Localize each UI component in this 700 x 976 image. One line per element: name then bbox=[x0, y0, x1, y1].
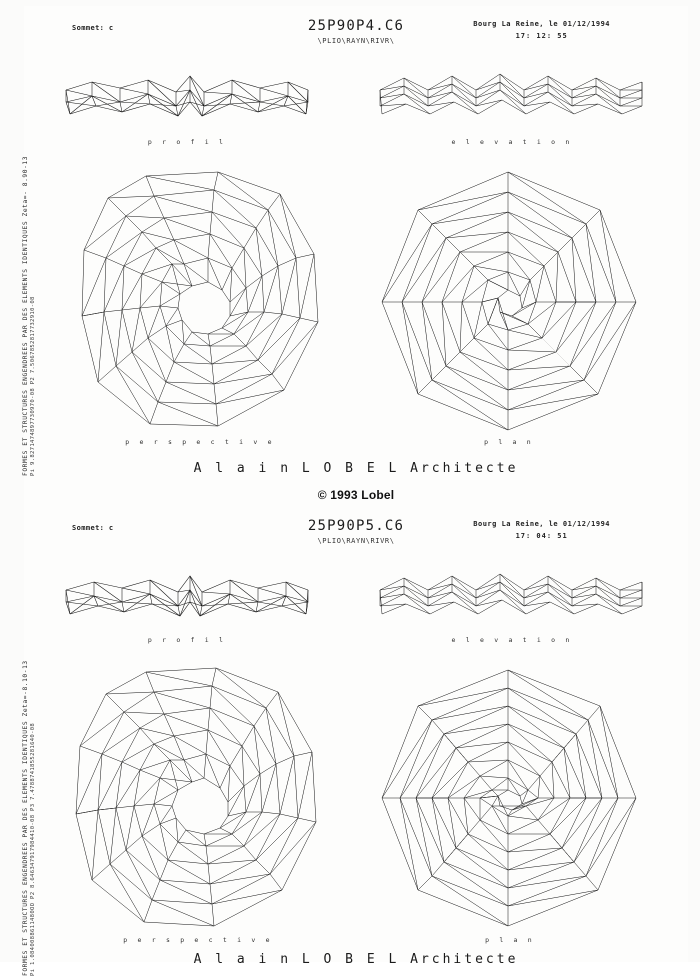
sheet-1-view-perspective bbox=[68, 166, 332, 456]
sheet-2-view-elevation bbox=[376, 554, 648, 644]
sheet-2-side-caption bbox=[22, 506, 36, 976]
sheet-1-view-profile bbox=[62, 62, 312, 146]
drawing-sheet-1 bbox=[24, 6, 688, 506]
sheet-2-view-profile bbox=[62, 560, 312, 644]
profile-net-drawing-2 bbox=[62, 560, 312, 632]
sheet-1-side-caption-line1: FORMES ET STRUCTURES ENGENDREES PAR DES ELEMENTS IDENTIQUES Zeta=- 8.90-13 bbox=[22, 155, 29, 476]
sheet-2-elevation-label: e l e v a t i o n bbox=[451, 636, 573, 644]
sheet-1-dateblock bbox=[473, 20, 610, 40]
sheet-1-place-date: Bourg La Reine, le 01/12/1994 bbox=[473, 20, 610, 28]
sheet-1-time: 17: 12: 55 bbox=[515, 32, 568, 40]
sheet-2-place-date: Bourg La Reine, le 01/12/1994 bbox=[473, 520, 610, 528]
elevation-net-drawing-2 bbox=[376, 554, 648, 632]
sheet-2-dateblock bbox=[473, 520, 610, 540]
sheet-2-view-perspective bbox=[64, 664, 332, 952]
sheet-1-path: \PLIO\RAYN\RIVR\ bbox=[317, 37, 395, 45]
sheet-2-perspective-label: p e r s p e c t i v e bbox=[123, 936, 273, 944]
sheet-1-view-plan bbox=[374, 166, 644, 456]
sheet-1-signature: A l a i n L O B E L Architecte bbox=[193, 461, 519, 476]
perspective-net-drawing-2 bbox=[64, 664, 332, 934]
sheet-1-view-elevation bbox=[376, 56, 648, 146]
sheet-2-path: \PLIO\RAYN\RIVR\ bbox=[317, 537, 395, 545]
profile-net-drawing-1 bbox=[62, 62, 312, 134]
sheet-1-vertex-label: Sommet: c bbox=[72, 24, 114, 32]
elevation-net-drawing-1 bbox=[376, 56, 648, 134]
sheet-1-profile-label: p r o f i l bbox=[147, 138, 227, 146]
plan-net-drawing-2 bbox=[376, 664, 644, 934]
sheet-1-side-caption-line2: Pi 9.8271474897730970-08 P2 7.5067852817732910-08 bbox=[30, 296, 36, 476]
sheet-2-profile-label: p r o f i l bbox=[147, 636, 227, 644]
sheet-2-view-plan bbox=[376, 664, 644, 952]
perspective-net-drawing-1 bbox=[68, 166, 332, 438]
sheet-2-time: 17: 04: 51 bbox=[515, 532, 568, 540]
sheet-2-header bbox=[24, 506, 688, 552]
sheet-1-title: 25P90P4.C6 bbox=[307, 18, 405, 34]
sheet-1-elevation-label: e l e v a t i o n bbox=[451, 138, 573, 146]
plan-net-drawing-1 bbox=[374, 166, 644, 438]
sheet-1-copyright: © 1993 Lobel bbox=[317, 488, 395, 502]
sheet-2-side-caption-line1: FORMES ET STRUCTURES ENGENDREES PAR DES ELEMENTS IDENTIQUES Zeta=-8.10-13 bbox=[22, 660, 29, 976]
sheet-2-side-caption-line2: Pi 1.0840088611480OO P2 8.646347917984410-08 P3 7.4788741855281640-08 bbox=[30, 722, 36, 976]
drawing-sheet-2 bbox=[22, 506, 688, 976]
sheet-2-plan-label: p l a n bbox=[485, 936, 535, 944]
sheet-1-header bbox=[24, 6, 688, 52]
sheet-2-title: 25P90P5.C6 bbox=[307, 518, 405, 534]
sheet-2-signature: A l a i n L O B E L Architecte bbox=[193, 952, 519, 967]
sheet-1-perspective-label: p e r s p e c t i v e bbox=[125, 438, 275, 446]
sheet-1-plan-label: p l a n bbox=[484, 438, 534, 446]
sheet-2-vertex-label: Sommet: c bbox=[72, 524, 114, 532]
sheet-1-side-caption bbox=[22, 6, 36, 476]
